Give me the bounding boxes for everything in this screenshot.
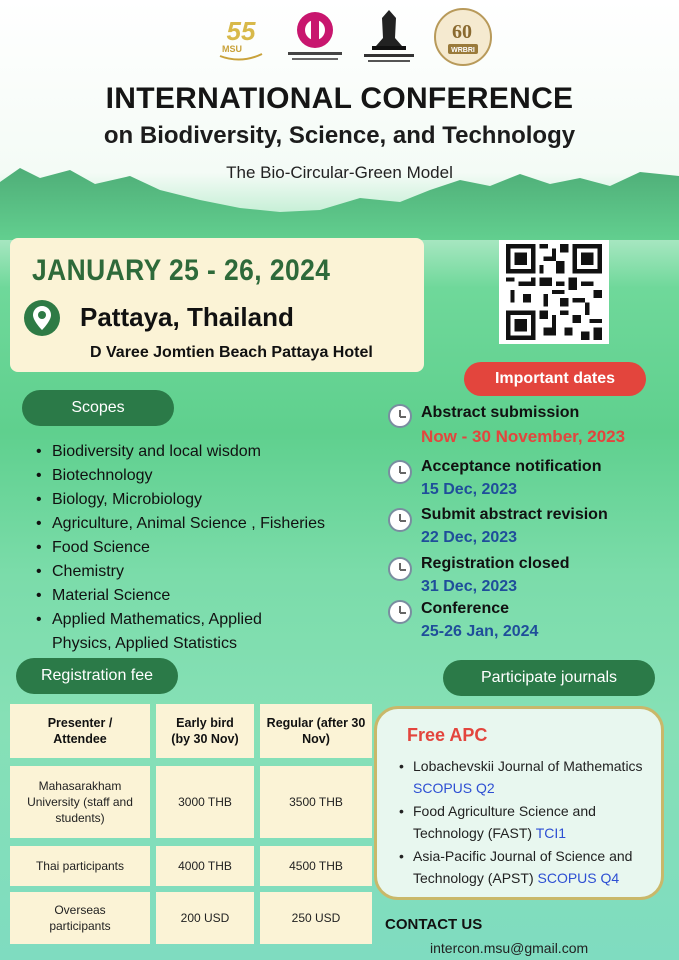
table-cell: 4000 THB xyxy=(156,846,254,886)
svg-text:60: 60 xyxy=(452,21,472,43)
event-city: Pattaya, Thailand xyxy=(80,302,294,332)
table-cell: 250 USD xyxy=(260,892,372,944)
list-item xyxy=(399,800,663,844)
table-cell: 4500 THB xyxy=(260,846,372,886)
faculty-of-science-logo xyxy=(358,6,420,68)
important-dates-label: Important dates xyxy=(494,370,615,387)
date-label: Registration closed xyxy=(421,555,570,572)
conference-subtitle: on Biodiversity, Science, and Technology xyxy=(103,122,576,149)
list-item: • Biotechnology xyxy=(36,464,362,488)
list-item: • Biology, Microbiology xyxy=(36,488,362,512)
table-header-cell: Regular (after 30 Nov) xyxy=(260,704,372,758)
list-item xyxy=(399,845,663,889)
date-label: Abstract submission xyxy=(421,404,580,421)
svg-text:WRBRI: WRBRI xyxy=(451,47,475,54)
list-item: • Applied Mathematics, Applied Physics, Applied Statistics xyxy=(36,608,292,656)
event-date: JANUARY 25 - 26, 2024 xyxy=(32,254,331,287)
journal-name: Food Agriculture Science and Technology (FAST) xyxy=(413,803,596,841)
scopes-list xyxy=(36,440,362,656)
table-header-cell: Presenter / Attendee xyxy=(10,704,150,758)
date-value: Now - 30 November, 2023 xyxy=(421,427,626,446)
table-cell: Thai participants xyxy=(10,846,150,886)
clock-icon xyxy=(388,557,412,581)
registration-fee-header xyxy=(16,658,178,694)
date-value: 25-26 Jan, 2024 xyxy=(421,623,539,640)
journals-list xyxy=(399,755,663,890)
journals-header xyxy=(443,660,655,696)
clock-icon xyxy=(388,460,412,484)
list-item: • Food Science xyxy=(36,536,362,560)
journals-panel xyxy=(374,706,664,900)
clock-icon xyxy=(388,404,412,428)
svg-text:MSU: MSU xyxy=(222,44,242,54)
qr-code[interactable] xyxy=(499,240,609,344)
journal-index: TCI1 xyxy=(535,825,567,841)
table-cell: 200 USD xyxy=(156,892,254,944)
contact-heading: CONTACT US xyxy=(385,916,483,933)
table-cell: 3500 THB xyxy=(260,766,372,838)
date-value: 22 Dec, 2023 xyxy=(421,529,518,546)
conference-theme: The Bio-Circular-Green Model xyxy=(226,163,453,182)
date-value: 15 Dec, 2023 xyxy=(421,481,518,498)
clock-icon xyxy=(388,600,412,624)
date-label: Acceptance notification xyxy=(421,458,602,475)
table-cell: 3000 THB xyxy=(156,766,254,838)
date-label: Conference xyxy=(421,600,510,617)
location-pin-icon xyxy=(24,300,60,336)
list-item: • Material Science xyxy=(36,584,362,608)
event-info-panel xyxy=(10,238,424,372)
logo-row xyxy=(210,6,494,68)
scopes-header xyxy=(22,390,174,426)
list-item: • Agriculture, Animal Science , Fisheries xyxy=(36,512,362,536)
svg-text:55: 55 xyxy=(226,16,256,46)
table-cell: Overseas participants xyxy=(10,892,150,944)
journal-name: Lobachevskii Journal of Mathematics xyxy=(413,758,643,774)
list-item: • Chemistry xyxy=(36,560,362,584)
msu-55-logo xyxy=(210,6,272,68)
registration-fee-label: Registration fee xyxy=(40,667,154,684)
clock-icon xyxy=(388,508,412,532)
contact-email-link[interactable]: intercon.msu@gmail.com xyxy=(430,940,589,956)
table-header-cell: Early bird (by 30 Nov) xyxy=(156,704,254,758)
journal-index: SCOPUS Q4 xyxy=(537,870,620,886)
date-label: Submit abstract revision xyxy=(421,506,608,523)
important-dates-header xyxy=(464,362,646,396)
scopes-label: Scopes xyxy=(71,399,125,416)
list-item: • Biodiversity and local wisdom xyxy=(36,440,362,464)
journal-index: SCOPUS Q2 xyxy=(413,780,495,796)
list-item xyxy=(399,755,663,799)
free-apc-label: Free APC xyxy=(407,725,488,745)
event-venue: D Varee Jomtien Beach Pattaya Hotel xyxy=(90,344,373,361)
journals-label: Participate journals xyxy=(480,669,618,686)
date-value: 31 Dec, 2023 xyxy=(421,578,518,595)
faculty-of-technology-logo xyxy=(284,6,346,68)
conference-title: INTERNATIONAL CONFERENCE xyxy=(105,82,574,115)
wrbri-logo xyxy=(432,6,494,68)
table-cell: Mahasarakham University (staff and students) xyxy=(10,766,150,838)
journal-name: Asia-Pacific Journal of Science and Technology (APST) xyxy=(413,848,633,886)
